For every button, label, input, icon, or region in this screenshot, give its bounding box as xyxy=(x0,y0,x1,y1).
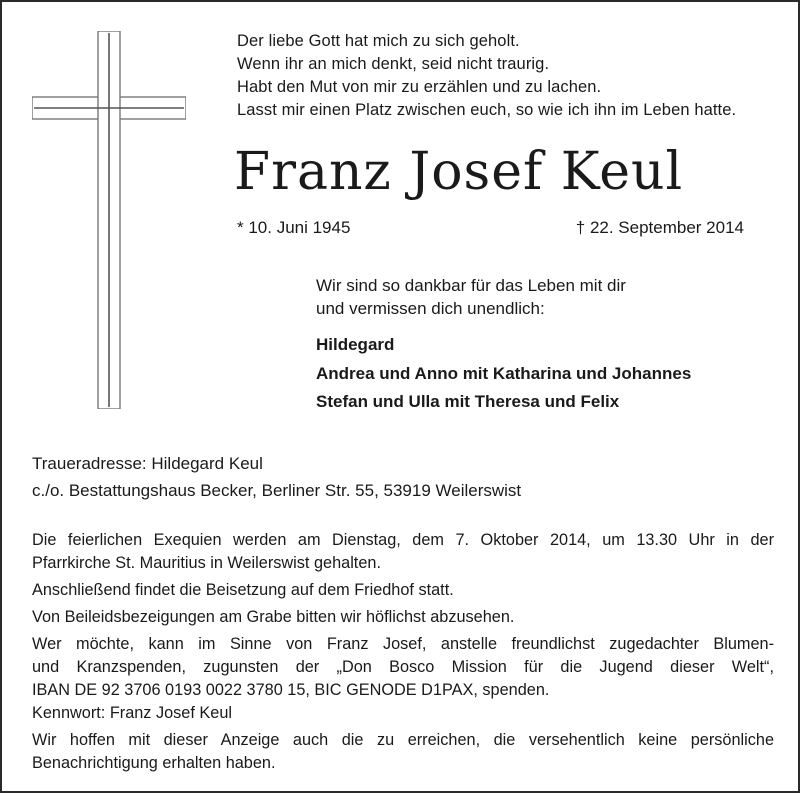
address-line: c./o. Bestattungshaus Becker, Berliner Str. 55, 53919 Weilerswist xyxy=(32,481,522,500)
mourner-line: Stefan und Ulla mit Theresa und Felix xyxy=(316,392,620,411)
exequien-line: Pfarrkirche St. Mauritius in Weilerswist gehalten. xyxy=(32,554,381,572)
birth-date: * 10. Juni 1945 xyxy=(237,218,351,237)
closing-line: Wir hoffen mit dieser Anzeige auch die zu erreichen, die versehentlich keine persönliche xyxy=(32,731,774,749)
poem-line: Wenn ihr an mich denkt, seid nicht traurig. xyxy=(237,55,550,73)
death-date: † 22. September 2014 xyxy=(575,218,744,237)
mourner-line: Hildegard xyxy=(316,335,395,354)
mourning-address xyxy=(32,450,521,504)
condolence-line: Von Beileidsbezeigungen am Grabe bitten wir höflichst abzusehen. xyxy=(32,608,515,626)
donation-line: und Kranzspenden, zugunsten der „Don Bosco Mission für die Jugend dieser Welt“, xyxy=(32,658,774,676)
deceased-name: Franz Josef Keul xyxy=(234,142,684,202)
mourners-list xyxy=(316,331,691,417)
gratitude-line: und vermissen dich unendlich: xyxy=(316,299,545,318)
burial-line: Anschließend findet die Beisetzung auf dem Friedhof statt. xyxy=(32,581,454,599)
poem-line: Der liebe Gott hat mich zu sich geholt. xyxy=(237,32,520,50)
address-line: Traueradresse: Hildegard Keul xyxy=(32,454,263,473)
gratitude-text xyxy=(316,274,626,320)
poem-line: Lasst mir einen Platz zwischen euch, so wie ich ihn im Leben hatte. xyxy=(237,101,737,119)
mourner-line: Andrea und Anno mit Katharina und Johannes xyxy=(316,363,692,383)
poem xyxy=(237,30,736,122)
keyword-line: Kennwort: Franz Josef Keul xyxy=(32,704,232,722)
closing-line: Benachrichtigung erhalten haben. xyxy=(32,754,276,772)
funeral-notice xyxy=(32,529,774,775)
cross-icon xyxy=(32,31,186,409)
exequien-line: Die feierlichen Exequien werden am Dienstag, dem 7. Oktober 2014, um 13.30 Uhr in der xyxy=(32,531,774,549)
poem-line: Habt den Mut von mir zu erzählen und zu lachen. xyxy=(237,78,602,96)
donation-line: Wer möchte, kann im Sinne von Franz Josef, anstelle freundlichst zugedachter Blumen- xyxy=(32,635,774,653)
donation-line: IBAN DE 92 3706 0193 0022 3780 15, BIC GENODE D1PAX, spenden. xyxy=(32,681,550,699)
gratitude-line: Wir sind so dankbar für das Leben mit dir xyxy=(316,276,626,295)
